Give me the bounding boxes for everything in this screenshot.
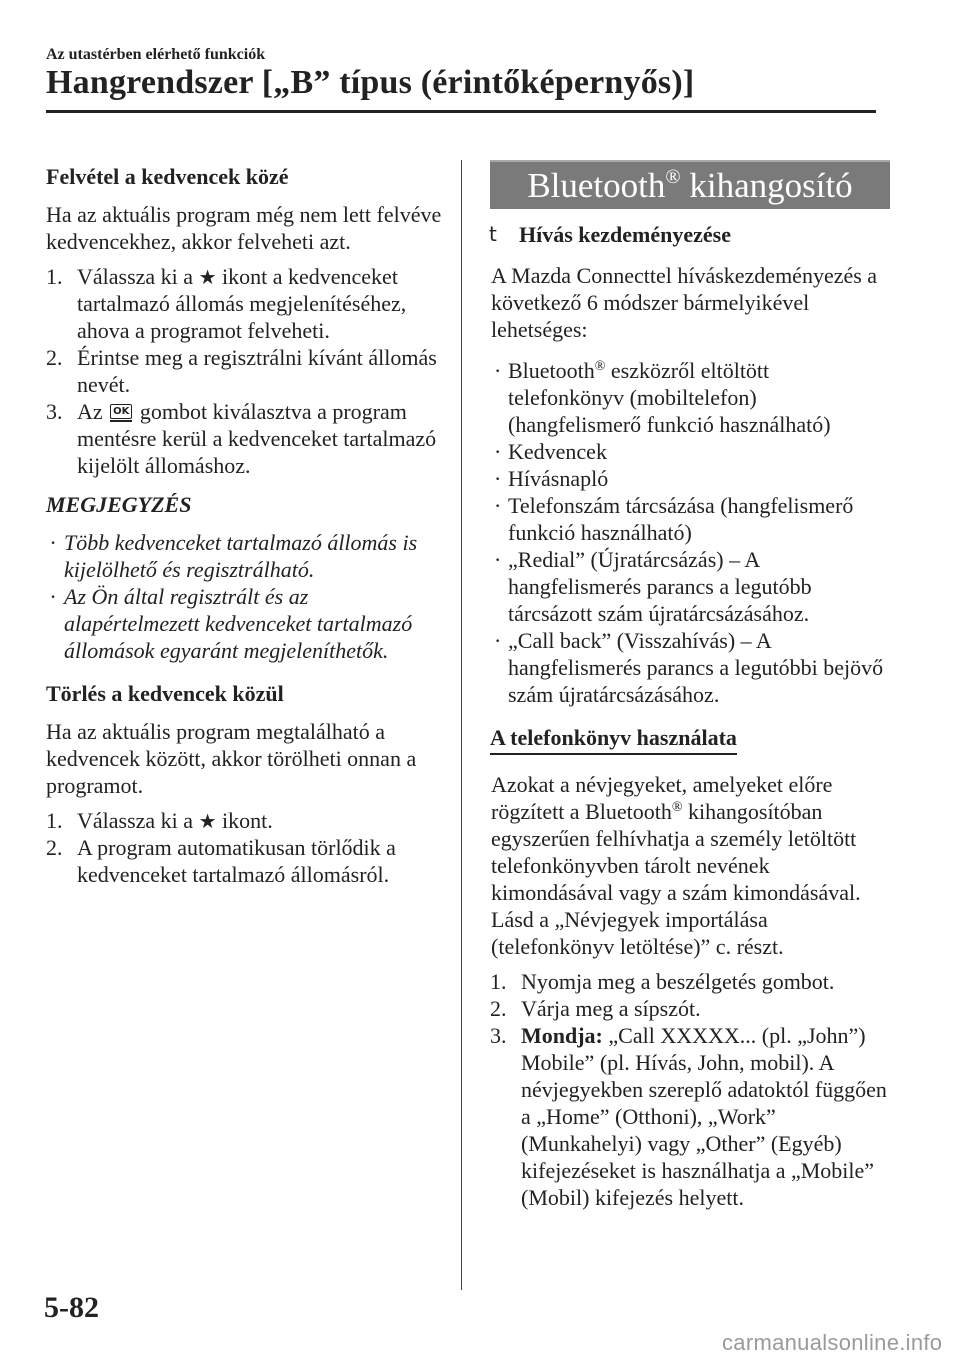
registered-mark: ® (665, 166, 681, 188)
page-title: Hangrendszer [„B” típus (érintőképernyős)] (46, 64, 695, 101)
bullet-icon: · (494, 547, 502, 572)
step-number: 2. (490, 996, 507, 1021)
step-number: 3. (490, 1023, 507, 1048)
list-item (46, 834, 446, 888)
method-text: „Call back” (Visszahívás) – A hangfelismerés parancs a legutóbbi bejövő szám újratárcsázásához. (508, 628, 884, 707)
list-item (46, 583, 446, 664)
step-number: 3. (46, 399, 63, 424)
list-item (46, 529, 446, 583)
delete-favorite-intro: Ha az aktuális program megtalálható a kedvencek között, akkor törölheti onnan a programot. (46, 719, 417, 798)
subsection-heading: t Hívás kezdeményezése (489, 222, 731, 247)
title-divider (46, 110, 876, 113)
section-marker-icon: t (489, 222, 497, 246)
step-text: Nyomja meg a beszélgetés gombot. (521, 969, 835, 994)
step-text: Az OK gombot kiválasztva a program mentésre kerül a kedvenceket tartalmazó kijelölt állomáshoz. (77, 399, 437, 478)
left-column (46, 163, 446, 900)
note-text: Az Ön által regisztrált és az alapértelmezett kedvenceket tartalmazó állomások egyaránt megjeleníthetők. (64, 584, 413, 663)
method-text: Telefonszám tárcsázása (hangfelismerő funkció használható) (508, 493, 854, 545)
list-item (490, 1022, 890, 1211)
list-item (490, 465, 890, 492)
bullet-icon: · (494, 358, 502, 383)
step-text: Várja meg a sípszót. (521, 996, 701, 1021)
right-column (490, 160, 890, 1223)
method-text: Bluetooth® eszközről eltöltött telefonkönyv (mobiltelefon) (hangfelismerő funkció használható) (508, 358, 831, 437)
list-item (490, 627, 890, 708)
bullet-icon: · (494, 439, 502, 464)
registered-mark: ® (671, 800, 683, 815)
list-item (490, 492, 890, 546)
list-item (490, 438, 890, 465)
bullet-icon: · (494, 493, 502, 518)
star-icon: ★ (198, 267, 217, 289)
list-item (490, 546, 890, 627)
section-banner: Bluetooth® kihangosító (490, 160, 890, 209)
bullet-icon: · (494, 466, 502, 491)
step-number: 1. (490, 969, 507, 994)
calling-intro: A Mazda Connecttel híváskezdeményezés a következő 6 módszer bármelyikével lehetséges: (491, 263, 878, 342)
add-favorite-steps (46, 263, 446, 479)
add-favorite-intro: Ha az aktuális program még nem lett felvéve kedvencekhez, akkor felveheti azt. (46, 202, 442, 254)
list-item (490, 968, 890, 995)
method-text: Kedvencek (508, 439, 607, 464)
delete-favorite-steps (46, 807, 446, 888)
list-item (46, 807, 446, 834)
column-divider (461, 160, 462, 1290)
star-icon: ★ (198, 811, 217, 833)
list-item (46, 398, 446, 479)
list-item (46, 263, 446, 344)
delete-favorite-heading: Törlés a kedvencek közül (46, 681, 284, 706)
step-text: Mondja: „Call XXXXX... (pl. „John”) Mobile” (pl. Hívás, John, mobil). A névjegyekben szereplő adatoktól függően a „Home” (Otthoni), „Work” (Munkahelyi) vagy „Other” (Egyéb) kifejezéseket is használhatja a „Mobile” (Mobil) kifejezés helyett. (521, 1023, 887, 1210)
phonebook-steps (490, 968, 890, 1211)
list-item (490, 357, 890, 438)
section-label: Az utastérben elérhető funkciók (46, 46, 266, 63)
step-number: 2. (46, 345, 63, 370)
step-text: Érintse meg a regisztrálni kívánt állomás nevét. (77, 345, 437, 397)
note-text: Több kedvenceket tartalmazó állomás is kijelölhető és regisztrálható. (64, 530, 418, 582)
ok-key-icon: OK (110, 404, 132, 419)
add-favorite-heading: Felvétel a kedvencek közé (46, 164, 289, 189)
bullet-icon: · (50, 584, 56, 609)
note-title: MEGJEGYZÉS (46, 492, 192, 517)
note-list (46, 529, 446, 664)
phonebook-text: Azokat a névjegyeket, amelyeket előre rögzített a Bluetooth® kihangosítóban egyszerűen felhívhatja a személy letöltött telefonkönyvben tárolt nevének kimondásával vagy a szám kimondásával. Lásd a „Névjegyek importálása (telefonkönyv letöltése)” c. részt. (491, 772, 861, 959)
watermark: carmanualsonline.info (722, 1330, 943, 1355)
list-item (46, 344, 446, 398)
bullet-icon: · (494, 628, 502, 653)
step-text: Válassza ki a ★ ikont. (77, 808, 273, 833)
step-number: 1. (46, 808, 63, 833)
method-text: Hívásnapló (508, 466, 609, 491)
step-text: A program automatikusan törlődik a kedvenceket tartalmazó állomásról. (77, 835, 396, 887)
step-number: 1. (46, 264, 63, 289)
step-number: 2. (46, 835, 63, 860)
list-item (490, 995, 890, 1022)
step-text: Válassza ki a ★ ikont a kedvenceket tartalmazó állomás megjelenítéséhez, ahova a programot felveheti. (77, 264, 407, 343)
page-number: 5-82 (44, 1291, 99, 1324)
registered-mark: ® (594, 359, 606, 374)
phonebook-heading: A telefonkönyv használata (490, 724, 737, 755)
bullet-icon: · (50, 530, 56, 555)
method-text: „Redial” (Újratárcsázás) – A hangfelismerés parancs a legutóbb tárcsázott szám újratárcsázásához. (508, 547, 812, 626)
calling-methods (490, 357, 890, 708)
